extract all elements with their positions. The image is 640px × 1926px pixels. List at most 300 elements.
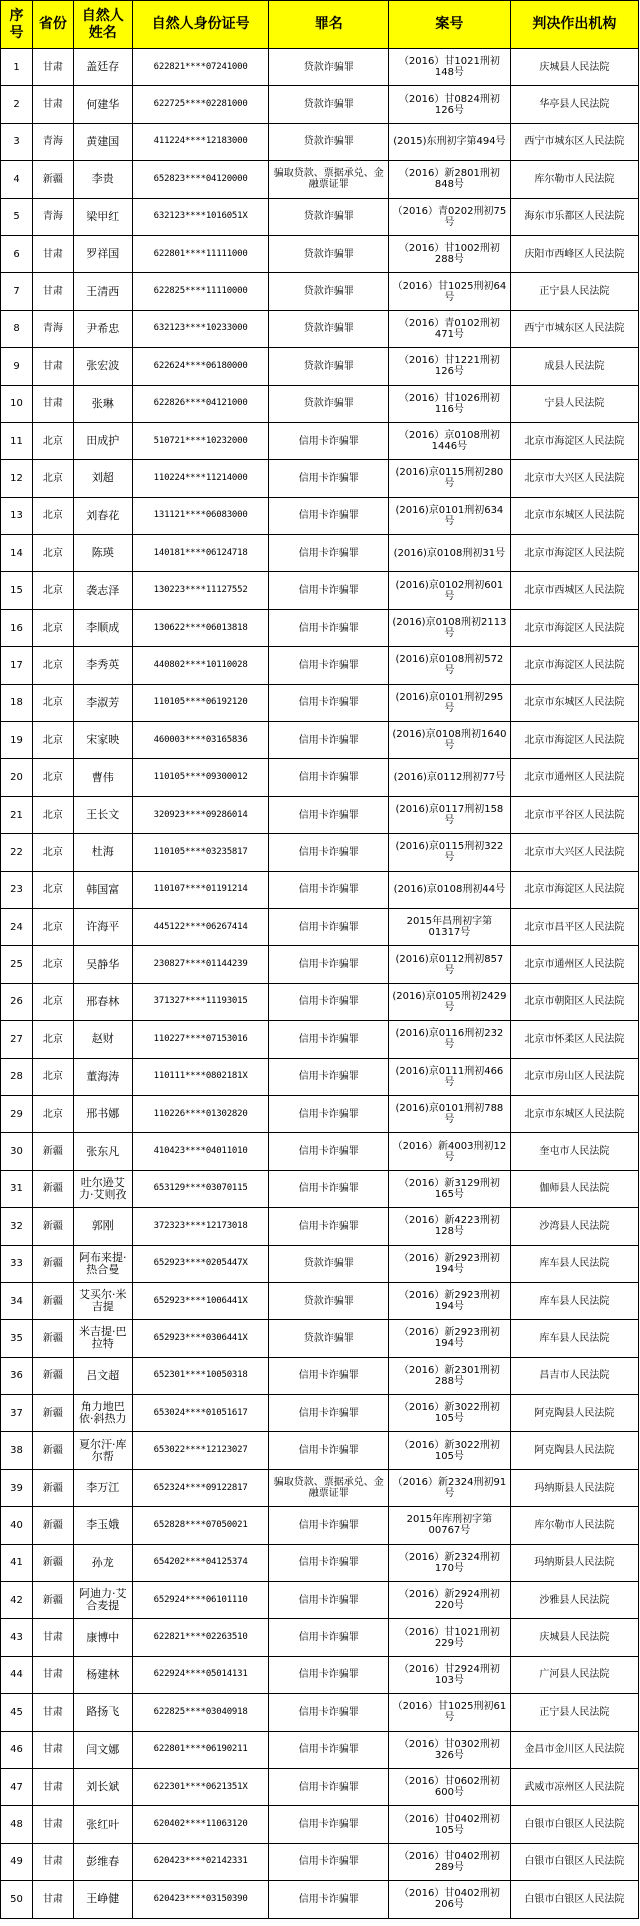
- cell-id-number: 652923****0306441X: [132, 1320, 269, 1357]
- cell-province: 青海: [33, 198, 74, 235]
- cell-id-number: 411224****12183000: [132, 123, 269, 160]
- cell-case-number: (2016)京0116刑初232号: [388, 1021, 510, 1058]
- cell-id-number: 622825****11110000: [132, 273, 269, 310]
- cell-case-number: （2016）甘0402刑初105号: [388, 1806, 510, 1843]
- cell-index: 42: [1, 1582, 33, 1619]
- cell-crime: 贷款诈骗罪: [269, 123, 388, 160]
- cell-court: 西宁市城东区人民法院: [510, 310, 638, 347]
- table-row: [1, 1095, 639, 1132]
- cell-index: 41: [1, 1544, 33, 1581]
- cell-name: 王峥健: [73, 1881, 132, 1918]
- cell-crime: 信用卡诈骗罪: [269, 1694, 388, 1731]
- cell-province: 北京: [33, 722, 74, 759]
- cell-province: 新疆: [33, 161, 74, 198]
- cell-province: 新疆: [33, 1133, 74, 1170]
- cell-crime: 贷款诈骗罪: [269, 273, 388, 310]
- cell-crime: 信用卡诈骗罪: [269, 1731, 388, 1768]
- cell-id-number: 652923****0205447X: [132, 1245, 269, 1282]
- cell-case-number: （2016）新3022刑初105号: [388, 1395, 510, 1432]
- cell-court: 北京市通州区人民法院: [510, 759, 638, 796]
- cell-index: 23: [1, 871, 33, 908]
- cell-name: 李玉娥: [73, 1507, 132, 1544]
- table-row: [1, 1357, 639, 1394]
- cell-court: 北京市朝阳区人民法院: [510, 983, 638, 1020]
- cell-id-number: 510721****10232000: [132, 422, 269, 459]
- cell-case-number: （2016）京0108刑初1446号: [388, 422, 510, 459]
- cell-province: 北京: [33, 983, 74, 1020]
- cell-court: 库车县人民法院: [510, 1282, 638, 1319]
- cell-index: 3: [1, 123, 33, 160]
- cell-id-number: 110224****11214000: [132, 460, 269, 497]
- cell-index: 45: [1, 1694, 33, 1731]
- cell-case-number: （2016）新4223刑初128号: [388, 1208, 510, 1245]
- cell-crime: 贷款诈骗罪: [269, 198, 388, 235]
- cell-province: 甘肃: [33, 86, 74, 123]
- cell-province: 甘肃: [33, 385, 74, 422]
- cell-name: 赵财: [73, 1021, 132, 1058]
- cell-index: 24: [1, 908, 33, 945]
- table-row: [1, 235, 639, 272]
- cell-id-number: 140181****06124718: [132, 535, 269, 572]
- cell-court: 庆阳市西峰区人民法院: [510, 235, 638, 272]
- cell-id-number: 460003****03165836: [132, 722, 269, 759]
- cell-province: 新疆: [33, 1208, 74, 1245]
- cell-case-number: （2016）新2923刑初194号: [388, 1320, 510, 1357]
- cell-province: 北京: [33, 796, 74, 833]
- table-row: [1, 1619, 639, 1656]
- cell-index: 33: [1, 1245, 33, 1282]
- cell-crime: 信用卡诈骗罪: [269, 1768, 388, 1805]
- cell-name: 吕文超: [73, 1357, 132, 1394]
- cell-index: 50: [1, 1881, 33, 1918]
- cell-id-number: 652823****04120000: [132, 161, 269, 198]
- cell-name: 何建华: [73, 86, 132, 123]
- table-row: [1, 1170, 639, 1207]
- cell-court: 阿克陶县人民法院: [510, 1395, 638, 1432]
- cell-crime: 贷款诈骗罪: [269, 1282, 388, 1319]
- cell-province: 北京: [33, 834, 74, 871]
- cell-name: 路扬飞: [73, 1694, 132, 1731]
- cell-province: 新疆: [33, 1582, 74, 1619]
- cell-index: 47: [1, 1768, 33, 1805]
- cell-case-number: (2016)京0108刑初31号: [388, 535, 510, 572]
- cell-court: 白银市白银区人民法院: [510, 1843, 638, 1880]
- cell-case-number: （2016）新2324刑初170号: [388, 1544, 510, 1581]
- cell-province: 甘肃: [33, 49, 74, 86]
- table-row: [1, 1469, 639, 1506]
- cell-court: 海东市乐都区人民法院: [510, 198, 638, 235]
- cell-crime: 信用卡诈骗罪: [269, 684, 388, 721]
- cell-name: 刘春花: [73, 497, 132, 534]
- cell-case-number: (2016)京0108刑初572号: [388, 647, 510, 684]
- cell-id-number: 110107****01191214: [132, 871, 269, 908]
- cell-name: 米吉提·巴拉特: [73, 1320, 132, 1357]
- table-row: [1, 535, 639, 572]
- cell-index: 46: [1, 1731, 33, 1768]
- table-row: [1, 1656, 639, 1693]
- cell-id-number: 653129****03070115: [132, 1170, 269, 1207]
- cell-id-number: 110227****07153016: [132, 1021, 269, 1058]
- cell-crime: 信用卡诈骗罪: [269, 647, 388, 684]
- cell-province: 新疆: [33, 1245, 74, 1282]
- cell-crime: 信用卡诈骗罪: [269, 1357, 388, 1394]
- table-row: [1, 1282, 639, 1319]
- cell-id-number: 110105****09300012: [132, 759, 269, 796]
- cell-court: 玛纳斯县人民法院: [510, 1469, 638, 1506]
- cell-court: 库车县人民法院: [510, 1245, 638, 1282]
- cell-index: 12: [1, 460, 33, 497]
- cell-id-number: 622826****04121000: [132, 385, 269, 422]
- cell-name: 李贵: [73, 161, 132, 198]
- cell-id-number: 130622****06013818: [132, 609, 269, 646]
- cell-crime: 信用卡诈骗罪: [269, 1095, 388, 1132]
- cell-crime: 骗取贷款、票据承兑、金融票证罪: [269, 161, 388, 198]
- table-row: [1, 946, 639, 983]
- cell-crime: 信用卡诈骗罪: [269, 1432, 388, 1469]
- cell-crime: 信用卡诈骗罪: [269, 572, 388, 609]
- cell-index: 9: [1, 348, 33, 385]
- header-province: 省份: [33, 1, 74, 49]
- table-body: [1, 49, 639, 1919]
- cell-crime: 信用卡诈骗罪: [269, 1058, 388, 1095]
- table-row: [1, 1245, 639, 1282]
- cell-id-number: 652924****06101110: [132, 1582, 269, 1619]
- cell-court: 庆城县人民法院: [510, 1619, 638, 1656]
- cell-crime: 贷款诈骗罪: [269, 49, 388, 86]
- cell-court: 北京市东城区人民法院: [510, 1095, 638, 1132]
- cell-index: 6: [1, 235, 33, 272]
- table-row: [1, 1021, 639, 1058]
- cell-id-number: 620402****11063120: [132, 1806, 269, 1843]
- cell-province: 北京: [33, 1095, 74, 1132]
- cell-index: 30: [1, 1133, 33, 1170]
- cell-crime: 信用卡诈骗罪: [269, 908, 388, 945]
- cell-id-number: 653024****01051617: [132, 1395, 269, 1432]
- cell-crime: 贷款诈骗罪: [269, 385, 388, 422]
- cell-index: 35: [1, 1320, 33, 1357]
- cell-crime: 骗取贷款、票据承兑、金融票证罪: [269, 1469, 388, 1506]
- table-row: [1, 273, 639, 310]
- cell-name: 孙龙: [73, 1544, 132, 1581]
- cell-id-number: 445122****06267414: [132, 908, 269, 945]
- table-row: [1, 1058, 639, 1095]
- cell-crime: 信用卡诈骗罪: [269, 759, 388, 796]
- table-row: [1, 1133, 639, 1170]
- cell-id-number: 632123****1016051X: [132, 198, 269, 235]
- cell-province: 甘肃: [33, 1843, 74, 1880]
- table-row: [1, 1432, 639, 1469]
- cell-id-number: 620423****03150390: [132, 1881, 269, 1918]
- cell-id-number: 622825****03040918: [132, 1694, 269, 1731]
- cell-crime: 贷款诈骗罪: [269, 86, 388, 123]
- cell-case-number: （2016）新2301刑初288号: [388, 1357, 510, 1394]
- cell-province: 新疆: [33, 1395, 74, 1432]
- cell-index: 14: [1, 535, 33, 572]
- cell-court: 北京市怀柔区人民法院: [510, 1021, 638, 1058]
- cell-name: 黄建国: [73, 123, 132, 160]
- header-case-number: 案号: [388, 1, 510, 49]
- cell-province: 新疆: [33, 1507, 74, 1544]
- cell-index: 13: [1, 497, 33, 534]
- cell-name: 闫文娜: [73, 1731, 132, 1768]
- cell-crime: 信用卡诈骗罪: [269, 871, 388, 908]
- cell-name: 许海平: [73, 908, 132, 945]
- cell-court: 北京市大兴区人民法院: [510, 460, 638, 497]
- cell-case-number: （2016）甘0402刑初289号: [388, 1843, 510, 1880]
- cell-index: 34: [1, 1282, 33, 1319]
- table-row: [1, 1843, 639, 1880]
- header-id-number: 自然人身份证号: [132, 1, 269, 49]
- cell-crime: 信用卡诈骗罪: [269, 1881, 388, 1918]
- cell-court: 玛纳斯县人民法院: [510, 1544, 638, 1581]
- cell-name: 李万江: [73, 1469, 132, 1506]
- cell-index: 28: [1, 1058, 33, 1095]
- cell-case-number: (2016)京0115刑初280号: [388, 460, 510, 497]
- table-row: [1, 385, 639, 422]
- cell-crime: 信用卡诈骗罪: [269, 1619, 388, 1656]
- cell-index: 27: [1, 1021, 33, 1058]
- cell-case-number: （2016）甘1026刑初116号: [388, 385, 510, 422]
- cell-name: 吐尔逊艾力·艾则孜: [73, 1170, 132, 1207]
- cell-court: 北京市西城区人民法院: [510, 572, 638, 609]
- cell-court: 北京市平谷区人民法院: [510, 796, 638, 833]
- cell-index: 39: [1, 1469, 33, 1506]
- table-row: [1, 1881, 639, 1918]
- table-row: [1, 422, 639, 459]
- cell-court: 成县人民法院: [510, 348, 638, 385]
- cell-name: 张琳: [73, 385, 132, 422]
- cell-court: 北京市通州区人民法院: [510, 946, 638, 983]
- table-row: [1, 609, 639, 646]
- cell-province: 北京: [33, 1021, 74, 1058]
- cell-name: 彭维春: [73, 1843, 132, 1880]
- cell-court: 北京市房山区人民法院: [510, 1058, 638, 1095]
- header-crime: 罪名: [269, 1, 388, 49]
- table-row: [1, 348, 639, 385]
- cell-province: 北京: [33, 1058, 74, 1095]
- cell-case-number: （2016）甘1025刑初64号: [388, 273, 510, 310]
- cell-id-number: 652923****1006441X: [132, 1282, 269, 1319]
- cell-court: 北京市大兴区人民法院: [510, 834, 638, 871]
- cell-crime: 信用卡诈骗罪: [269, 422, 388, 459]
- cell-id-number: 622801****11111000: [132, 235, 269, 272]
- cell-id-number: 131121****06083000: [132, 497, 269, 534]
- cell-name: 王清西: [73, 273, 132, 310]
- cell-province: 新疆: [33, 1320, 74, 1357]
- cell-province: 甘肃: [33, 1619, 74, 1656]
- cell-court: 北京市昌平区人民法院: [510, 908, 638, 945]
- cell-province: 北京: [33, 497, 74, 534]
- cell-province: 北京: [33, 908, 74, 945]
- cell-name: 王长文: [73, 796, 132, 833]
- cell-name: 邢书娜: [73, 1095, 132, 1132]
- cell-index: 43: [1, 1619, 33, 1656]
- cell-name: 张宏波: [73, 348, 132, 385]
- cell-case-number: （2016）甘2924刑初103号: [388, 1656, 510, 1693]
- cell-id-number: 410423****04011010: [132, 1133, 269, 1170]
- cell-court: 北京市海淀区人民法院: [510, 422, 638, 459]
- cell-crime: 贷款诈骗罪: [269, 348, 388, 385]
- cell-province: 新疆: [33, 1282, 74, 1319]
- cell-case-number: (2016)京0101刑初634号: [388, 497, 510, 534]
- cell-id-number: 632123****10233000: [132, 310, 269, 347]
- cell-case-number: （2016）新2924刑初220号: [388, 1582, 510, 1619]
- cell-id-number: 622624****06180000: [132, 348, 269, 385]
- cell-id-number: 320923****09286014: [132, 796, 269, 833]
- cell-case-number: (2016)京0101刑初295号: [388, 684, 510, 721]
- cell-name: 韩国富: [73, 871, 132, 908]
- table-row: [1, 1768, 639, 1805]
- table-row: [1, 1208, 639, 1245]
- cell-id-number: 620423****02142331: [132, 1843, 269, 1880]
- cell-crime: 信用卡诈骗罪: [269, 834, 388, 871]
- cell-index: 7: [1, 273, 33, 310]
- cell-index: 36: [1, 1357, 33, 1394]
- cell-court: 伽师县人民法院: [510, 1170, 638, 1207]
- table-row: [1, 834, 639, 871]
- cell-crime: 信用卡诈骗罪: [269, 609, 388, 646]
- cell-case-number: （2016）新2923刑初194号: [388, 1245, 510, 1282]
- cell-index: 25: [1, 946, 33, 983]
- table-row: [1, 1544, 639, 1581]
- cell-id-number: 653022****12123027: [132, 1432, 269, 1469]
- table-row: [1, 1507, 639, 1544]
- cell-case-number: (2016)京0111刑初466号: [388, 1058, 510, 1095]
- cell-case-number: 2015年库刑初字第00767号: [388, 1507, 510, 1544]
- cell-court: 金昌市金川区人民法院: [510, 1731, 638, 1768]
- cell-index: 32: [1, 1208, 33, 1245]
- cell-court: 正宁县人民法院: [510, 273, 638, 310]
- table-row: [1, 460, 639, 497]
- cell-name: 罗祥国: [73, 235, 132, 272]
- cell-index: 37: [1, 1395, 33, 1432]
- cell-index: 26: [1, 983, 33, 1020]
- cell-name: 陈瑛: [73, 535, 132, 572]
- cell-name: 田成护: [73, 422, 132, 459]
- cell-province: 新疆: [33, 1432, 74, 1469]
- header-row: [1, 1, 639, 49]
- cell-court: 北京市海淀区人民法院: [510, 609, 638, 646]
- cell-case-number: （2016）新3022刑初105号: [388, 1432, 510, 1469]
- cell-province: 甘肃: [33, 1768, 74, 1805]
- cell-province: 北京: [33, 647, 74, 684]
- cell-court: 武威市凉州区人民法院: [510, 1768, 638, 1805]
- cell-court: 沙雅县人民法院: [510, 1582, 638, 1619]
- cell-index: 5: [1, 198, 33, 235]
- cell-province: 北京: [33, 422, 74, 459]
- table-row: [1, 796, 639, 833]
- cell-id-number: 622924****05014131: [132, 1656, 269, 1693]
- cell-court: 北京市海淀区人民法院: [510, 647, 638, 684]
- cell-case-number: （2016）甘1221刑初126号: [388, 348, 510, 385]
- cell-name: 刘长斌: [73, 1768, 132, 1805]
- cell-court: 库尔勒市人民法院: [510, 161, 638, 198]
- cell-province: 甘肃: [33, 1881, 74, 1918]
- cell-province: 青海: [33, 123, 74, 160]
- cell-court: 北京市海淀区人民法院: [510, 535, 638, 572]
- cell-name: 杨建林: [73, 1656, 132, 1693]
- cell-crime: 信用卡诈骗罪: [269, 1544, 388, 1581]
- cell-index: 20: [1, 759, 33, 796]
- cell-index: 44: [1, 1656, 33, 1693]
- table-row: [1, 1582, 639, 1619]
- cell-name: 梁甲红: [73, 198, 132, 235]
- cell-case-number: (2016)京0105刑初2429号: [388, 983, 510, 1020]
- table-row: [1, 1806, 639, 1843]
- table-row: [1, 86, 639, 123]
- cell-court: 阿克陶县人民法院: [510, 1432, 638, 1469]
- cell-index: 48: [1, 1806, 33, 1843]
- cell-court: 北京市东城区人民法院: [510, 684, 638, 721]
- cell-province: 北京: [33, 871, 74, 908]
- cell-court: 白银市白银区人民法院: [510, 1881, 638, 1918]
- cell-index: 29: [1, 1095, 33, 1132]
- cell-name: 张红叶: [73, 1806, 132, 1843]
- cell-case-number: (2016)京0117刑初158号: [388, 796, 510, 833]
- cell-case-number: （2016）甘0602刑初600号: [388, 1768, 510, 1805]
- cell-court: 昌吉市人民法院: [510, 1357, 638, 1394]
- cell-crime: 信用卡诈骗罪: [269, 497, 388, 534]
- cell-id-number: 622821****02263510: [132, 1619, 269, 1656]
- cell-case-number: 2015年昌刑初字第01317号: [388, 908, 510, 945]
- cell-name: 吴静华: [73, 946, 132, 983]
- cell-case-number: （2016）新2923刑初194号: [388, 1282, 510, 1319]
- cell-province: 北京: [33, 684, 74, 721]
- cell-province: 甘肃: [33, 1731, 74, 1768]
- cell-case-number: （2016）青0202刑初75号: [388, 198, 510, 235]
- table-row: [1, 1320, 639, 1357]
- cell-name: 袭志泽: [73, 572, 132, 609]
- cell-id-number: 110111****0802181X: [132, 1058, 269, 1095]
- cell-index: 15: [1, 572, 33, 609]
- cell-index: 22: [1, 834, 33, 871]
- table-row: [1, 647, 639, 684]
- cell-name: 阿迪力·艾合麦提: [73, 1582, 132, 1619]
- cell-province: 新疆: [33, 1357, 74, 1394]
- cell-index: 31: [1, 1170, 33, 1207]
- header-index: 序号: [1, 1, 33, 49]
- cell-case-number: (2016)京0112刑初857号: [388, 946, 510, 983]
- cell-id-number: 622801****06190211: [132, 1731, 269, 1768]
- cell-index: 4: [1, 161, 33, 198]
- cell-court: 白银市白银区人民法院: [510, 1806, 638, 1843]
- cell-name: 角力地巴依·斜热力: [73, 1395, 132, 1432]
- cell-province: 北京: [33, 460, 74, 497]
- cell-name: 艾买尔·米吉提: [73, 1282, 132, 1319]
- cell-case-number: （2016）新4003刑初12号: [388, 1133, 510, 1170]
- cell-crime: 信用卡诈骗罪: [269, 1208, 388, 1245]
- cell-name: 盖廷存: [73, 49, 132, 86]
- cell-name: 李秀英: [73, 647, 132, 684]
- table-row: [1, 1395, 639, 1432]
- cell-province: 新疆: [33, 1170, 74, 1207]
- cell-name: 李淑芳: [73, 684, 132, 721]
- table-row: [1, 161, 639, 198]
- cell-crime: 信用卡诈骗罪: [269, 796, 388, 833]
- cell-crime: 信用卡诈骗罪: [269, 1133, 388, 1170]
- cell-case-number: (2016)京0108刑初44号: [388, 871, 510, 908]
- cell-case-number: (2016)京0108刑初2113号: [388, 609, 510, 646]
- cell-id-number: 652324****09122817: [132, 1469, 269, 1506]
- cell-id-number: 371327****11193015: [132, 983, 269, 1020]
- cell-case-number: （2016）新3129刑初165号: [388, 1170, 510, 1207]
- cell-province: 北京: [33, 609, 74, 646]
- cell-index: 17: [1, 647, 33, 684]
- cell-province: 甘肃: [33, 273, 74, 310]
- cell-id-number: 622301****0621351X: [132, 1768, 269, 1805]
- cell-crime: 贷款诈骗罪: [269, 1320, 388, 1357]
- cell-id-number: 372323****12173018: [132, 1208, 269, 1245]
